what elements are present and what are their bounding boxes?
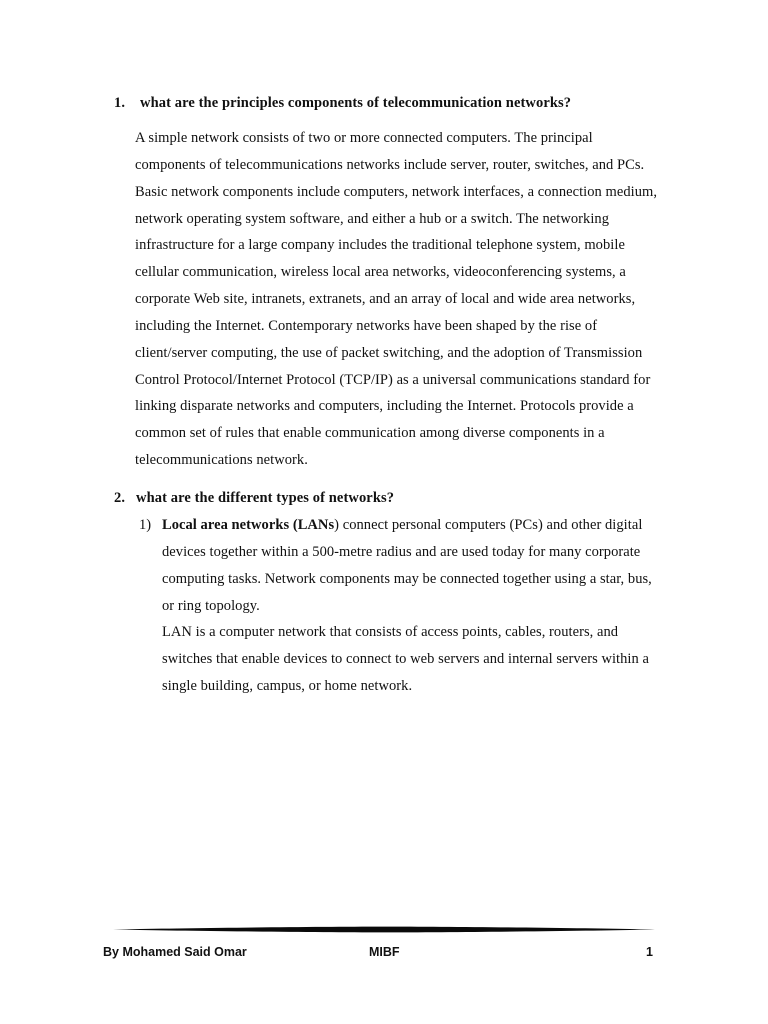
list-item-first-line [162,512,682,539]
answer-line: network operating system software, and either a hub or a switch. The networking [135,210,609,227]
answer-line: Control Protocol/Internet Protocol (TCP/IP) as a universal communications standard for [135,371,651,388]
list-item-first-line-rest: connect personal computers (PCs) and other digital [339,517,643,533]
footer-center-label: MIBF [369,945,400,959]
question-1-answer [135,125,695,474]
question-number: 2. [114,490,126,506]
list-item-line: single building, campus, or home network. [162,678,413,695]
list-item-number: 1) [139,517,152,533]
footer-author: By Mohamed Said Omar [103,945,247,959]
answer-line: including the Internet. Contemporary networks have been shaped by the rise of [135,317,598,334]
answer-line: linking disparate networks and computers, including the Internet. Protocols provide a [135,398,634,415]
answer-line: infrastructure for a large company includes the traditional telephone system, mobile [135,237,625,254]
question-text: what are the principles components of telecommunication networks? [140,95,572,111]
question-number: 1. [114,95,126,111]
answer-line: cellular communication, wireless local area networks, videoconferencing systems, a [135,264,626,281]
answer-line: client/server computing, the use of packet switching, and the adoption of Transmission [135,344,643,361]
answer-line: components of telecommunications networks include server, router, switches, and PCs. [135,156,645,173]
answer-line: telecommunications network. [135,452,308,469]
answer-line: corporate Web site, intranets, extranets, and an array of local and wide area networks, [135,291,636,308]
answer-line: common set of rules that enable communication among diverse components in a [135,425,605,442]
question-text: what are the different types of networks? [136,490,395,506]
footer-page-number: 1 [646,945,653,959]
list-item-line: switches that enable devices to connect to web servers and internal servers within a [162,651,649,668]
answer-line: A simple network consists of two or more connected computers. The principal [135,130,593,146]
list-item-term-close: ) [334,517,340,533]
list-item-term: Local area networks (LANs [162,517,335,533]
list-item-line: devices together within a 500-metre radius and are used today for many corporate [162,543,641,560]
answer-line: Basic network components include computers, network interfaces, a connection medium, [135,183,658,200]
list-item-line: LAN is a computer network that consists of access points, cables, routers, and [162,624,619,641]
list-item-line: computing tasks. Network components may be connected together using a star, bus, [162,570,652,587]
footer-divider [113,926,655,933]
list-item-line: or ring topology. [162,597,260,614]
question-2-list-item-1 [162,512,682,700]
